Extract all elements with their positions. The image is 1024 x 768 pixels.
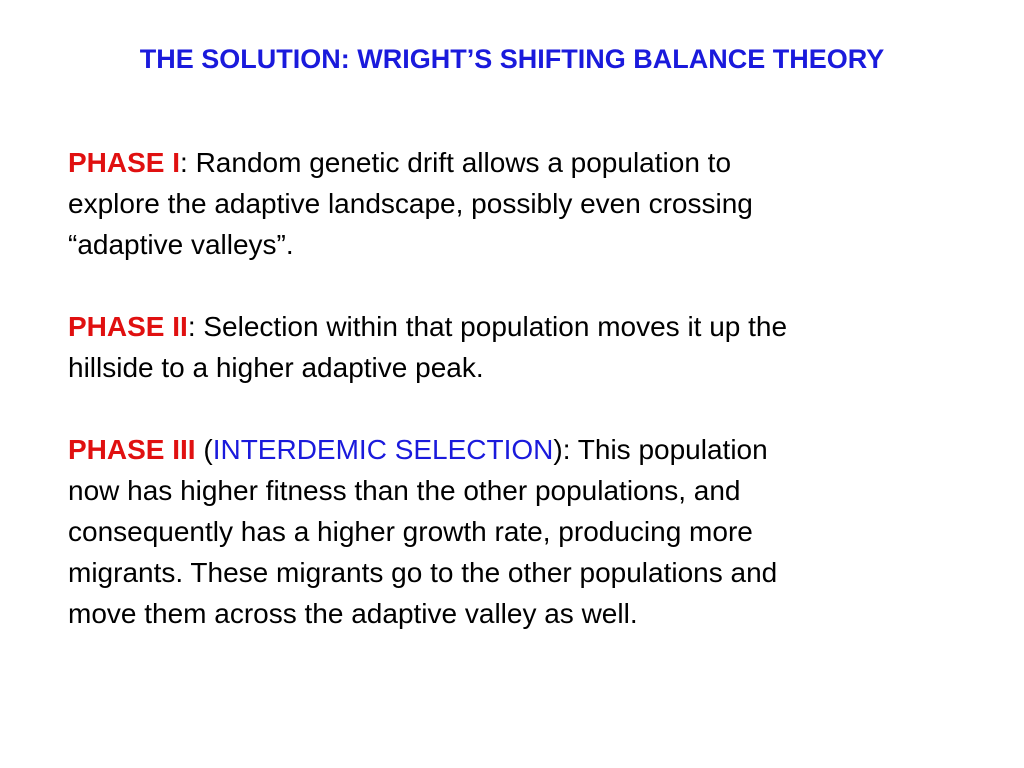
phase-3-text-4: migrants. These migrants go to the other populations and <box>68 557 778 588</box>
phase-1-text-1: : Random genetic drift allows a population to <box>180 147 732 178</box>
phase-2-paragraph <box>68 306 988 388</box>
phase-3-text-1: ): This population <box>553 434 768 465</box>
phase-1-line-1 <box>68 142 988 183</box>
phase-2-text-2: hillside to a higher adaptive peak. <box>68 352 484 383</box>
phase-2-line-1 <box>68 306 988 347</box>
phase-1-paragraph <box>68 142 988 265</box>
phase-2-label: PHASE II <box>68 311 188 342</box>
phase-2-text-1: : Selection within that population moves it up the <box>187 311 788 342</box>
phase-1-label: PHASE I <box>68 147 181 178</box>
slide-body <box>68 142 988 675</box>
phase-3-open-paren: ( <box>195 434 213 465</box>
slide-title: THE SOLUTION: WRIGHT’S SHIFTING BALANCE THEORY <box>139 44 885 74</box>
phase-3-text-5: move them across the adaptive valley as well. <box>68 598 638 629</box>
phase-3-line-1 <box>68 429 988 470</box>
phase-3-text-3: consequently has a higher growth rate, producing more <box>68 516 753 547</box>
phase-3-paragraph <box>68 429 988 634</box>
phase-3-text-2: now has higher fitness than the other populations, and <box>68 475 741 506</box>
phase-3-label: PHASE III <box>68 434 196 465</box>
interdemic-selection-term: INTERDEMIC SELECTION <box>212 434 554 465</box>
phase-1-text-3: “adaptive valleys”. <box>68 229 294 260</box>
phase-1-text-2: explore the adaptive landscape, possibly even crossing <box>68 188 753 219</box>
